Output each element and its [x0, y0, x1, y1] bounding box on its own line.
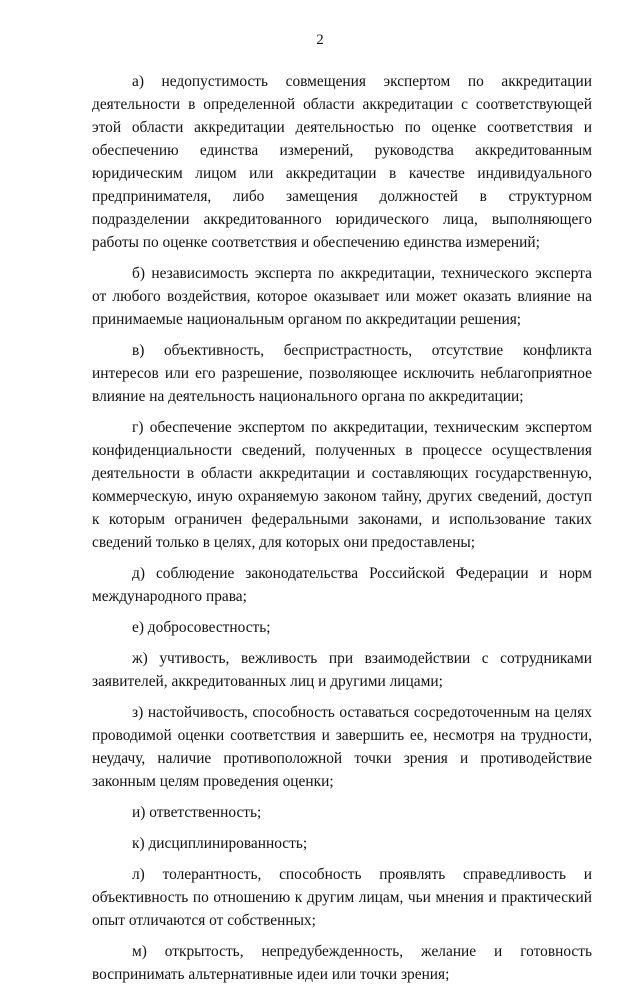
paragraph-l: л) толерантность, способность проявлять справедливость и объективность по отношению к другим лицам, чьи мнения и практический опыт отличаются от собственных;	[92, 866, 592, 929]
paragraph-v: в) объективность, беспристрастность, отсутствие конфликта интересов или его разрешение, позволяющее исключить неблагоприятное влияние на деятельность национального органа по аккредитации;	[92, 342, 592, 405]
document-body	[92, 70, 592, 994]
paragraph-b: б) независимость эксперта по аккредитации, технического эксперта от любого воздействия, которое оказывает или может оказать влияние на принимаемые национальным органом по аккредитации решения;	[92, 265, 592, 328]
paragraph-g: г) обеспечение экспертом по аккредитации, техническим экспертом конфиденциальности сведений, полученных в процессе осуществления деятельности в области аккредитации и составляющих государственную, коммерческую, иную охраняемую законом тайну, других сведений, доступ к которым ограничен федеральными законами, и использование таких сведений только в целях, для которых они предоставлены;	[92, 419, 592, 551]
page-number: 2	[316, 32, 324, 48]
paragraph-k: к) дисциплинированность;	[132, 835, 308, 852]
paragraph-e: е) добросовестность;	[132, 619, 271, 636]
paragraph-d: д) соблюдение законодательства Российской Федерации и норм международного права;	[92, 565, 592, 605]
paragraph-zh: ж) учтивость, вежливость при взаимодействии с сотрудниками заявителей, аккредитованных лиц и другими лицами;	[92, 650, 592, 690]
paragraph-z: з) настойчивость, способность оставаться сосредоточенным на целях проводимой оценки соответствия и завершить ее, несмотря на трудности, неудачу, наличие противоположной точки зрения и противодействие законным целям проведения оценки;	[92, 704, 592, 790]
paragraph-a: а) недопустимость совмещения экспертом по аккредитации деятельности в определенной области аккредитации с соответствующей этой области аккредитации деятельностью по оценке соответствия и обеспечению единства измерений, руководства аккредитованным юридическим лицом или аккредитации в качестве индивидуального предпринимателя, либо замещения должностей в структурном подразделении аккредитованного юридического лица, выполняющего работы по оценке соответствия и обеспечению единства измерений;	[92, 73, 592, 251]
paragraph-m: м) открытость, непредубежденность, желание и готовность воспринимать альтернативные идеи или точки зрения;	[92, 943, 592, 983]
paragraph-i: и) ответственность;	[132, 804, 262, 821]
